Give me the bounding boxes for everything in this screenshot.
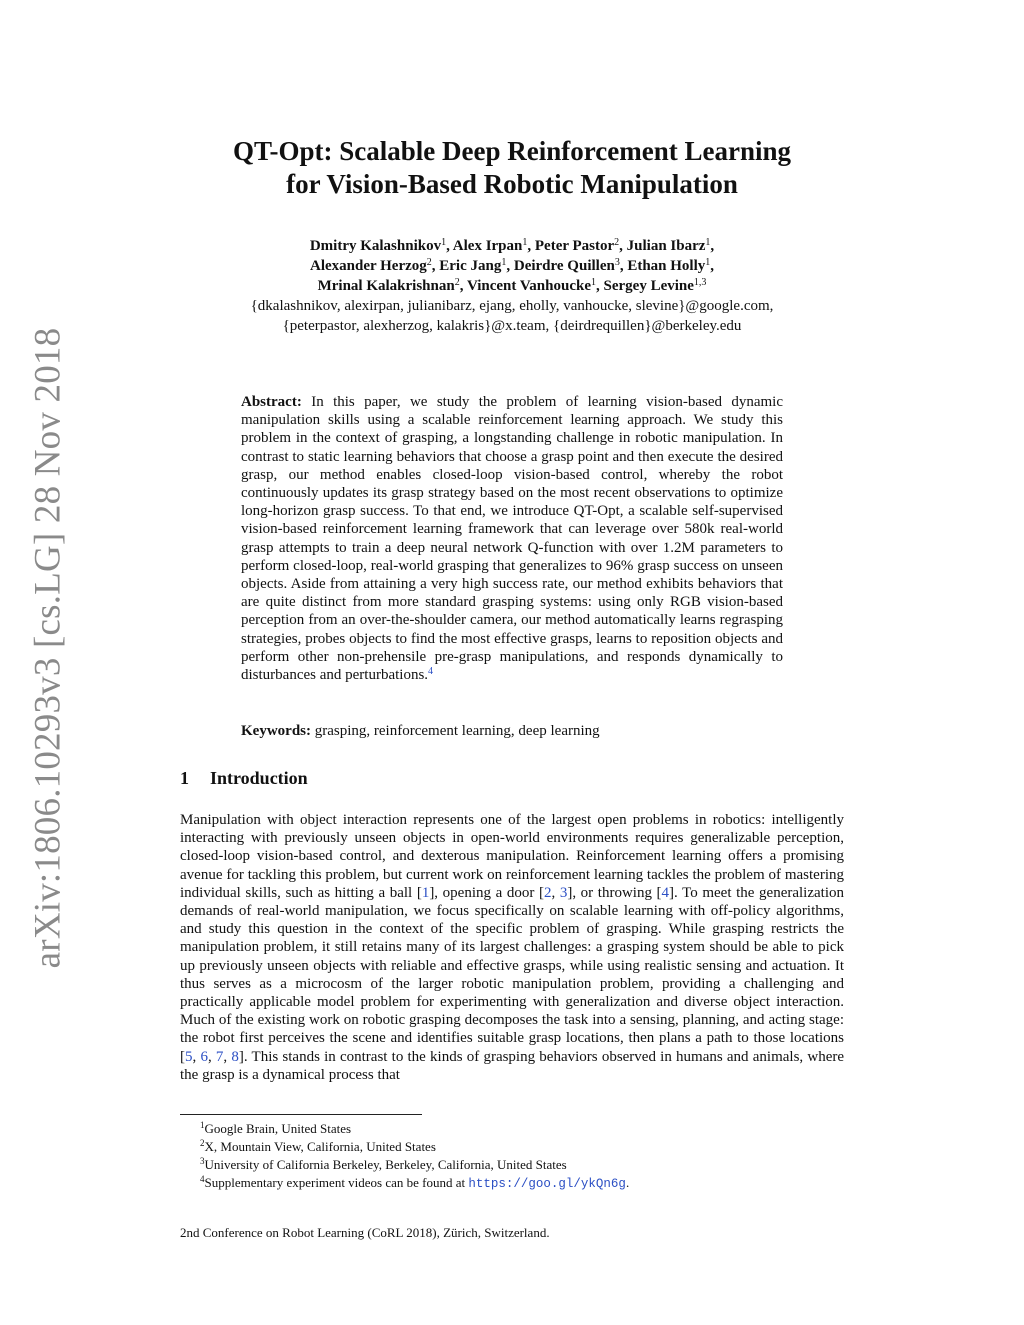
footnote-text: Supplementary experiment videos can be found at: [204, 1175, 469, 1190]
author-name: Ethan Holly: [627, 258, 706, 274]
abstract-text: In this paper, we study the problem of learning vision-based dynamic manipulation skills using a scalable reinforcement learning approach. We study this problem in the context of grasping, a longstanding challenge in robotic manipulation. In contrast to static learning behaviors that choose a grasp point and then execute the desired grasp, our method enables closed-loop vision-based control, whereby the robot continuously updates its grasp strategy based on the most recent observations to optimize long-horizon grasp success. To that end, we introduce QT-Opt, a scalable self-supervised vision-based reinforcement learning framework that can leverage over 580k real-world grasp attempts to train a deep neural network Q-function with over 1.2M parameters to perform closed-loop, real-world grasping that generalizes to 96% grasp success on unseen objects. Aside from attaining a very high success rate, our method exhibits behaviors that are quite distinct from more standard grasping systems: using only RGB vision-based perception from an over-the-shoulder camera, our method automatically learns regrasping strategies, probes objects to find the most effective grasps, learns to reposition objects and perform other non-prehensile pre-grasp manipulations, and responds dynamically to disturbances and perturbations.: [241, 394, 783, 684]
author-name: Dmitry Kalashnikov: [309, 238, 442, 254]
affiliation-mark: 1: [705, 257, 711, 268]
keywords-label: Keywords:: [241, 723, 311, 739]
section-heading-introduction: [180, 768, 308, 789]
text-run: ]. To meet the generalization demands of real-world manipulation, we focus specifically on scalable learning with off-policy algorithms, and study this question in the context of the specific problem of grasping. While grasping restricts the manipulation problem, it still retains many of its largest challenges: a grasping system should be able to pick up previously unseen objects with reliable and effective grasps, while using realistic sensing and actuation. It thus serves as a microcosm of the larger robotic manipulation problem, providing a challenging and practically applicable model problem for experimenting with generalization and diverse object interaction. Much of the existing work on robotic grasping decomposes the task into a sensing, planning, and acting stage: the robot first perceives the scene and identifies suitable grasp locations, then plans a path to those locations [: [180, 884, 844, 1065]
keywords: [241, 722, 783, 740]
author-name: Vincent Vanhoucke: [466, 278, 591, 294]
affiliation-mark: 2: [426, 257, 432, 268]
author-name: Deirdre Quillen: [513, 258, 615, 274]
author-name: Julian Ibarz: [626, 238, 706, 254]
author-line-2: Alexander Herzog$^2$, Eric Jang$^1$, Deirdre Quillen$^3$, Ethan Holly$^1$,: [309, 257, 715, 274]
author-name: Eric Jang: [439, 258, 502, 274]
footnote-2: [200, 1138, 840, 1156]
author-line-1: Dmitry Kalashnikov$^1$, Alex Irpan$^1$, Peter Pastor$^2$, Julian Ibarz$^1$,: [309, 237, 715, 254]
author-name: Sergey Levine: [603, 278, 694, 294]
introduction-paragraph: [180, 811, 844, 1084]
footnote-mark: 1: [200, 1120, 205, 1130]
footnote-text: Google Brain, United States: [204, 1121, 352, 1136]
video-url-link[interactable]: https://goo.gl/ykQn6g: [468, 1177, 626, 1191]
author-line-3: Mrinal Kalakrishnan$^2$, Vincent Vanhoucke$^1$, Sergey Levine$^{1,3}$: [317, 277, 707, 294]
author-block: [0, 236, 1024, 336]
footnote-divider: [180, 1114, 422, 1115]
citation-link[interactable]: 6: [200, 1048, 208, 1065]
footnote-mark: 2: [200, 1138, 205, 1148]
author-name: Peter Pastor: [534, 238, 615, 254]
citation-link[interactable]: 8: [231, 1048, 239, 1065]
author-emails-line-1: {dkalashnikov, alexirpan, julianibarz, ejang, eholly, vanhoucke, slevine}@google.com,: [250, 298, 774, 314]
conference-venue: 2nd Conference on Robot Learning (CoRL 2018), Zürich, Switzerland.: [180, 1225, 550, 1240]
affiliation-mark: 1: [522, 237, 528, 248]
author-name: Mrinal Kalakrishnan: [317, 278, 455, 294]
title-line-2: for Vision-Based Robotic Manipulation: [286, 169, 738, 199]
arxiv-identifier-stamp: arXiv:1806.10293v3 [cs.LG] 28 Nov 2018: [27, 327, 69, 969]
abstract: [241, 393, 783, 684]
footnote-4: [200, 1174, 840, 1193]
footnote-mark: 4: [200, 1174, 205, 1184]
keywords-text: grasping, reinforcement learning, deep learning: [314, 723, 600, 739]
affiliation-mark: 3: [614, 257, 620, 268]
citation-link[interactable]: 7: [215, 1048, 224, 1065]
text-run: ,: [192, 1048, 201, 1065]
citation-link[interactable]: 3: [559, 884, 568, 901]
text-run: ,: [207, 1048, 216, 1065]
footnotes: [200, 1120, 840, 1193]
affiliation-mark: 1: [501, 257, 507, 268]
text-run: ], opening a door [: [429, 884, 544, 901]
footnote-text: X, Mountain View, California, United States: [204, 1139, 436, 1154]
affiliation-mark: 1: [591, 277, 596, 288]
citation-link[interactable]: 2: [543, 884, 552, 901]
author-name: Alex Irpan: [452, 238, 523, 254]
footnote-text: .: [625, 1175, 630, 1190]
section-title: Introduction: [210, 768, 308, 788]
text-run: ,: [551, 884, 560, 901]
footnote-link-4[interactable]: 4: [428, 666, 434, 678]
paper-title: [0, 135, 1024, 201]
section-number: 1: [180, 768, 189, 788]
text-run: ,: [223, 1048, 232, 1065]
citation-link[interactable]: 4: [661, 884, 670, 901]
footnote-text: University of California Berkeley, Berkeley, California, United States: [204, 1157, 567, 1172]
abstract-label: Abstract:: [241, 394, 302, 410]
affiliation-mark: 2: [454, 277, 460, 288]
citation-link[interactable]: 1: [421, 884, 430, 901]
footnote-mark: 3: [200, 1156, 205, 1166]
citation-link[interactable]: 5: [185, 1048, 193, 1065]
text-run: Manipulation with object interaction represents one of the largest open problems in robotics: intelligently interacting with previously unseen objects in open-world environments requires generalizable perception, closed-loop vision-based control, and dexterous manipulation. Reinforcement learning offers a promising avenue for tackling this problem, but current work on reinforcement learning tackles the problem of mastering individual skills, such as hitting a ball [: [180, 812, 844, 901]
title-line-1: QT-Opt: Scalable Deep Reinforcement Learning: [233, 136, 791, 166]
text-run: ]. This stands in contrast to the kinds of grasping behaviors observed in humans and animals, where the grasp is a dynamical process that: [180, 1048, 844, 1083]
affiliation-mark: 1: [441, 237, 447, 248]
text-run: ], or throwing [: [567, 884, 662, 901]
author-name: Alexander Herzog: [309, 258, 427, 274]
affiliation-mark: 1: [705, 237, 711, 248]
affiliation-mark: 1,3: [693, 277, 707, 288]
affiliation-mark: 2: [614, 237, 620, 248]
footnote-1: [200, 1120, 840, 1138]
author-emails-line-2: {peterpastor, alexherzog, kalakris}@x.team, {deirdrequillen}@berkeley.edu: [282, 318, 742, 334]
footnote-3: [200, 1156, 840, 1174]
